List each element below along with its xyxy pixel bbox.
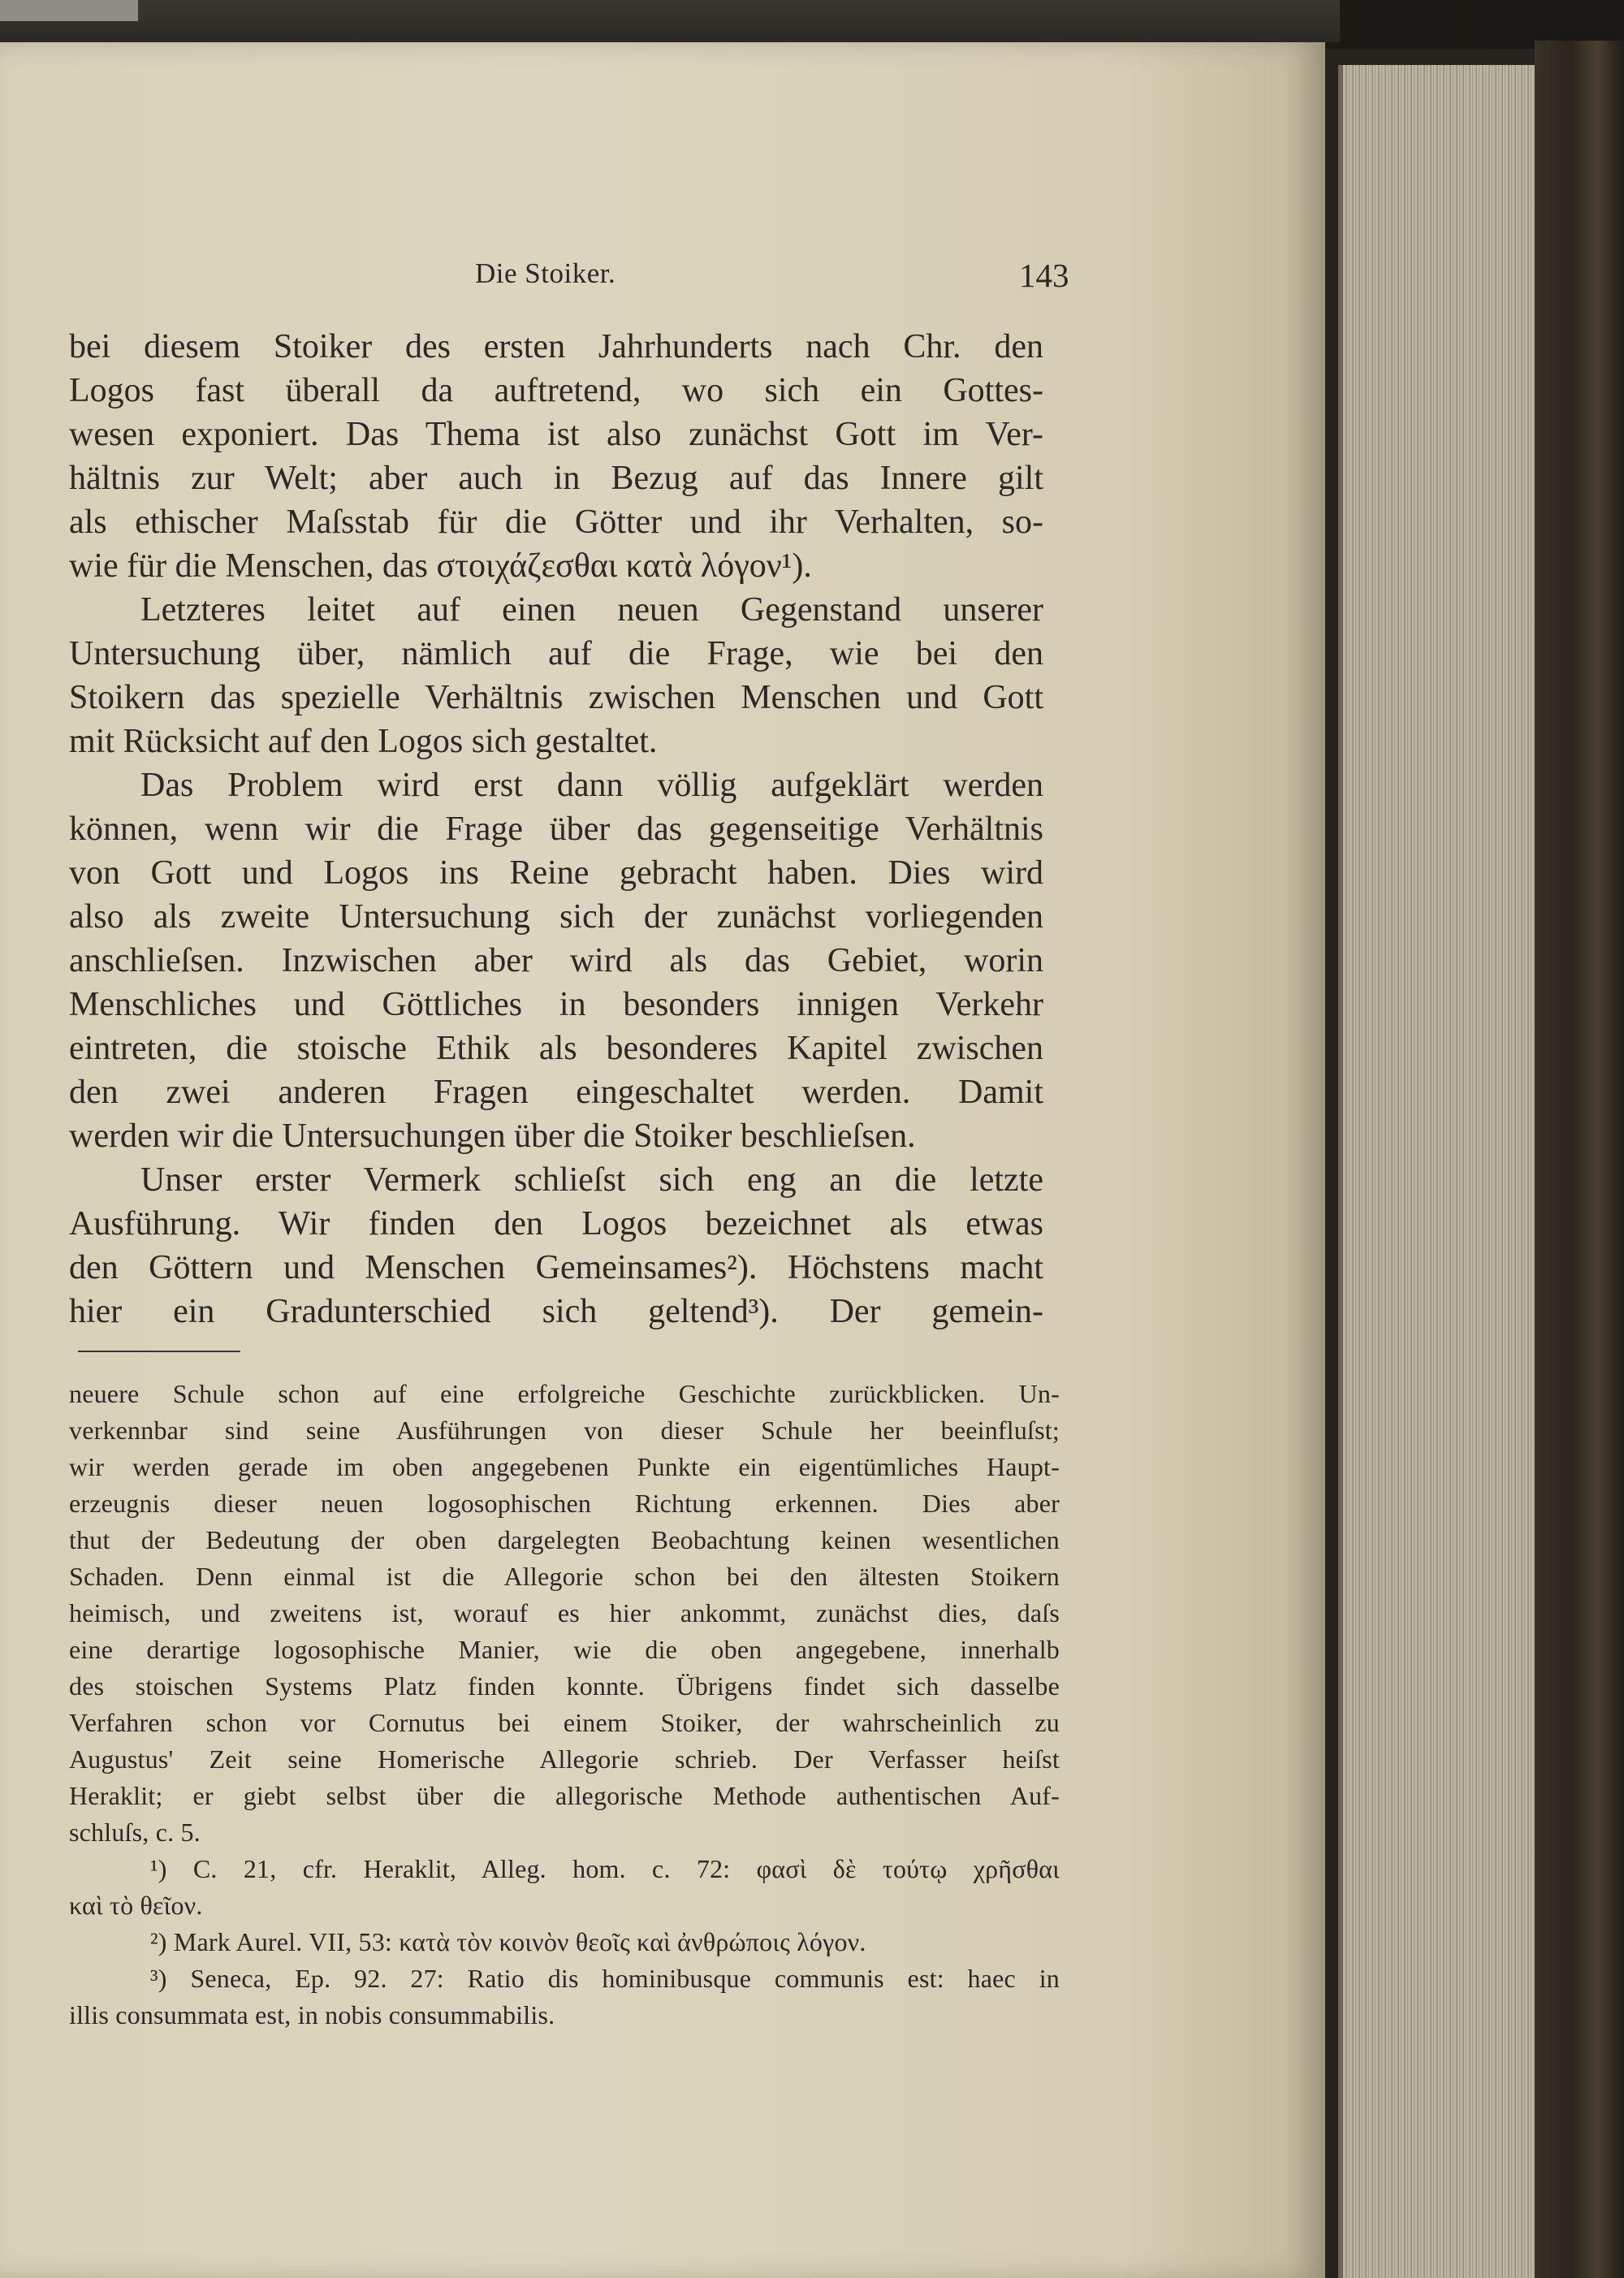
footnote-line: Heraklit; er giebt selbst über die allegorische Methode authentischen Auf-: [69, 1781, 1060, 1810]
body-line: Untersuchung über, nämlich auf die Frage, wie bei den: [69, 635, 1043, 672]
page-edges: [1338, 65, 1538, 2278]
footnote-line: wir werden gerade im oben angegebenen Punkte ein eigentümliches Haupt-: [69, 1452, 1060, 1481]
footnote-line: illis consummata est, in nobis consummabilis.: [69, 2000, 555, 2029]
footnotes: [69, 1376, 1060, 2034]
footnote-line: ²) Mark Aurel. VII, 53: κατὰ τὸν κοινὸν θεοῖς καὶ ἀνθρώποις λόγον.: [150, 1927, 866, 1956]
footnote-line: erzeugnis dieser neuen logosophischen Richtung erkennen. Dies aber: [69, 1489, 1060, 1518]
body-line: können, wenn wir die Frage über das gegenseitige Verhältnis: [69, 810, 1043, 848]
body-line: also als zweite Untersuchung sich der zunächst vorliegenden: [69, 898, 1043, 936]
footnote-line: neuere Schule schon auf eine erfolgreiche Geschichte zurückblicken. Un-: [69, 1379, 1060, 1408]
footnote-line: Verfahren schon vor Cornutus bei einem Stoiker, der wahrscheinlich zu: [69, 1708, 1060, 1737]
body-line: als ethischer Maſsstab für die Götter und ihr Verhalten, so-: [69, 504, 1043, 541]
footnote-line: ¹) C. 21, cfr. Heraklit, Alleg. hom. c. 72: φασὶ δὲ τούτῳ χρῆσθαι: [150, 1854, 1060, 1883]
footnote-line: verkennbar sind seine Ausführungen von dieser Schule her beeinfluſst;: [69, 1416, 1060, 1445]
body-line: Unser erster Vermerk schlieſst sich eng an die letzte: [140, 1161, 1043, 1199]
body-line: anschlieſsen. Inzwischen aber wird als das Gebiet, worin: [69, 942, 1043, 979]
footnote-line: des stoischen Systems Platz finden konnte. Übrigens findet sich dasselbe: [69, 1671, 1060, 1701]
body-line: Letzteres leitet auf einen neuen Gegenstand unserer: [140, 591, 1043, 629]
body-line: Menschliches und Göttliches in besonders innigen Verkehr: [69, 986, 1043, 1023]
body-line: werden wir die Untersuchungen über die Stoiker beschlieſsen.: [69, 1117, 916, 1155]
footnote-line: καὶ τὸ θεῖον.: [69, 1891, 203, 1920]
footnote-line: schluſs, c. 5.: [69, 1818, 201, 1847]
body-line: hältnis zur Welt; aber auch in Bezug auf das Innere gilt: [69, 460, 1043, 497]
body-line: wesen exponiert. Das Thema ist also zunächst Gott im Ver-: [69, 416, 1043, 453]
running-title: Die Stoiker.: [475, 257, 616, 289]
body-line: Logos fast überall da auftretend, wo sich ein Gottes-: [69, 372, 1043, 409]
page-number: 143: [1019, 257, 1069, 294]
scan-top-edge: [0, 0, 1340, 42]
footnote-line: Schaden. Denn einmal ist die Allegorie schon bei den ältesten Stoikern: [69, 1562, 1060, 1591]
body-line: von Gott und Logos ins Reine gebracht haben. Dies wird: [69, 854, 1043, 892]
body-line: eintreten, die stoische Ethik als besonderes Kapitel zwischen: [69, 1030, 1043, 1067]
body-line: hier ein Gradunterschied sich geltend³). Der gemein-: [69, 1293, 1043, 1330]
body-line: den Göttern und Menschen Gemeinsames²). Höchstens macht: [69, 1249, 1043, 1286]
body-line: wie für die Menschen, das στοιχάζεσθαι κατὰ λόγον¹).: [69, 547, 812, 585]
footnote-line: eine derartige logosophische Manier, wie die oben angegebene, innerhalb: [69, 1635, 1060, 1664]
body-line: mit Rücksicht auf den Logos sich gestaltet.: [69, 723, 658, 760]
running-head: [69, 257, 1069, 298]
footnote-rule: [78, 1351, 240, 1352]
book-page: [0, 42, 1325, 2278]
footnote-line: ³) Seneca, Ep. 92. 27: Ratio dis hominibusque communis est: haec in: [150, 1964, 1060, 1993]
body-line: den zwei anderen Fragen eingeschaltet werden. Damit: [69, 1074, 1043, 1111]
body-text: [69, 325, 1043, 1334]
book-cover-edge: [1535, 41, 1624, 2278]
body-line: bei diesem Stoiker des ersten Jahrhunderts nach Chr. den: [69, 328, 1043, 365]
footnote-line: heimisch, und zweitens ist, worauf es hier ankommt, zunächst dies, daſs: [69, 1598, 1060, 1627]
body-line: Ausführung. Wir finden den Logos bezeichnet als etwas: [69, 1205, 1043, 1243]
body-line: Stoikern das spezielle Verhältnis zwischen Menschen und Gott: [69, 679, 1043, 716]
footnote-line: Augustus' Zeit seine Homerische Allegorie schrieb. Der Verfasser heiſst: [69, 1744, 1060, 1774]
scan-tab: [0, 0, 138, 21]
footnote-line: thut der Bedeutung der oben dargelegten Beobachtung keinen wesentlichen: [69, 1525, 1060, 1554]
body-line: Das Problem wird erst dann völlig aufgeklärt werden: [140, 767, 1043, 804]
